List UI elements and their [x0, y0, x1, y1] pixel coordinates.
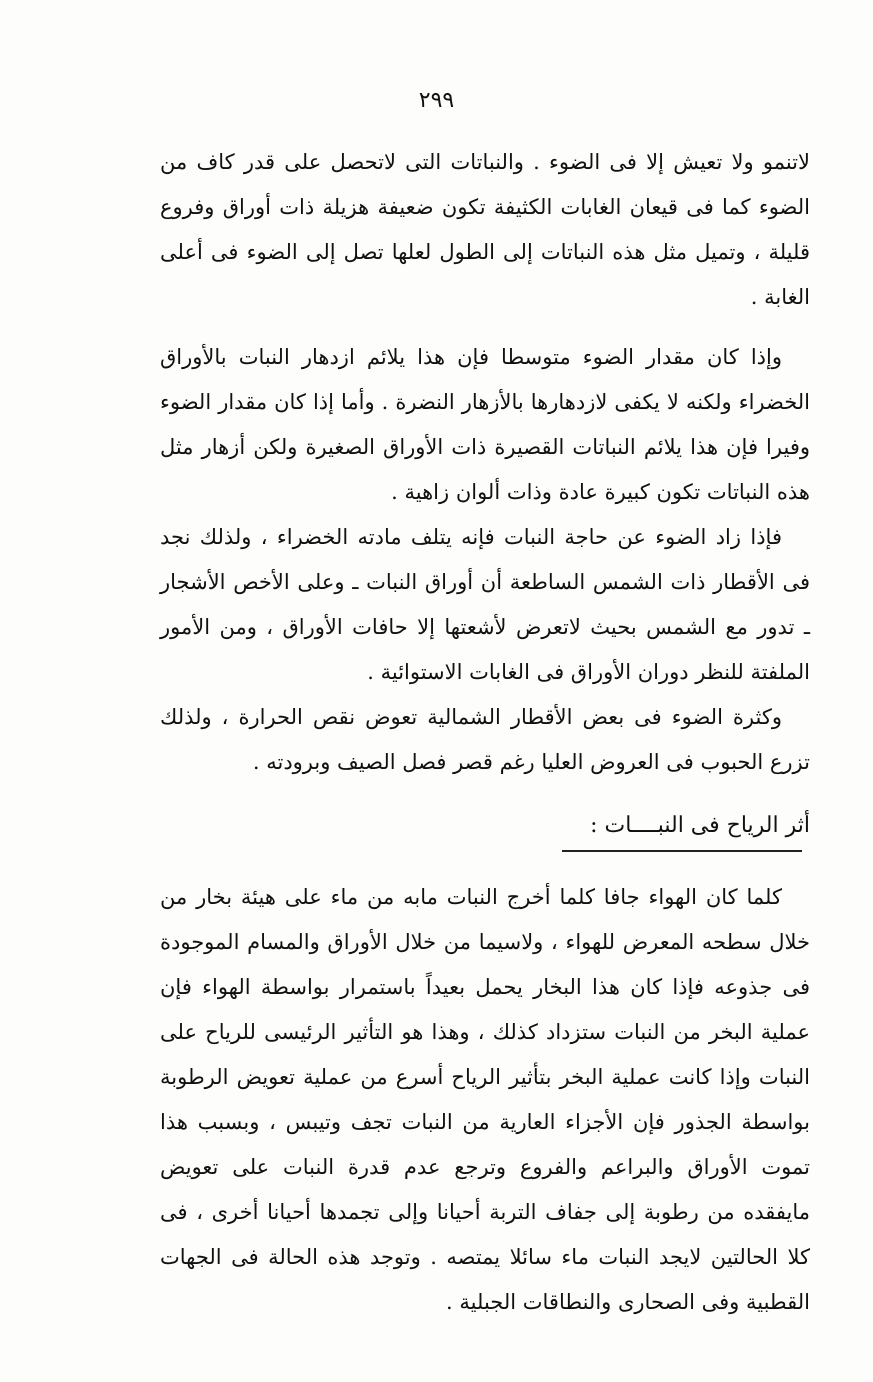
- paragraph-light-amount: [160, 335, 810, 515]
- page-number: ٢٩٩: [418, 88, 455, 113]
- paragraph-text: وإذا كان مقدار الضوء متوسطا فإن هذا يلائم ازدهار النبات بالأوراق الخضراء ولكنه لا يكفى لازدهارها بالأزهار النضرة . وأما إذا كان مقدار الضوء وفيرا فإن هذا يلائم النباتات القصيرة ذات الأوراق الصغيرة ولكن أزهار مثل هذه النباتات تكون كبيرة عادة وذات ألوان زاهية .: [160, 345, 810, 504]
- paragraph-northern-light: [160, 695, 810, 785]
- heading-underline: [562, 850, 802, 852]
- paragraph-wind-effect: [160, 875, 810, 1325]
- section-heading: أثر الرياح فى النبــــات :: [590, 813, 810, 838]
- paragraph-excess-light: [160, 515, 810, 695]
- paragraph-light-shade: [160, 140, 810, 320]
- paragraph-text: فإذا زاد الضوء عن حاجة النبات فإنه يتلف مادته الخضراء ، ولذلك نجد فى الأقطار ذات الشمس الساطعة أن أوراق النبات ـ وعلى الأخص الأشجار ـ تدور مع الشمس بحيث لاتعرض لأشعتها إلا حافات الأوراق ، ومن الأمور الملفتة للنظر دوران الأوراق فى الغابات الاستوائية .: [160, 525, 810, 684]
- paragraph-text: لاتنمو ولا تعيش إلا فى الضوء . والنباتات التى لاتحصل على قدر كاف من الضوء كما فى قيعان الغابات الكثيفة تكون ضعيفة هزيلة ذات أوراق وفروع قليلة ، وتميل مثل هذه النباتات إلى الطول لعلها تصل إلى الضوء فى أعلى الغابة .: [160, 150, 810, 309]
- paragraph-text: وكثرة الضوء فى بعض الأقطار الشمالية تعوض نقص الحرارة ، ولذلك تزرع الحبوب فى العروض العليا رغم قصر فصل الصيف وبرودته .: [160, 705, 810, 774]
- paragraph-text: كلما كان الهواء جافا كلما أخرج النبات مابه من ماء على هيئة بخار من خلال سطحه المعرض للهواء ، ولاسيما من خلال الأوراق والمسام الموجودة فى جذوعه فإذا كان هذا البخار يحمل بعيداً باستمرار بواسطة الهواء فإن عملية البخر من النبات ستزداد كذلك ، وهذا هو التأثير الرئيسى للرياح على النبات وإذا كانت عملية البخر بتأثير الرياح أسرع من عملية تعويض الرطوبة بواسطة الجذور فإن الأجزاء العارية من النبات تجف وتيبس ، وبسبب هذا تموت الأوراق والبراعم والفروع وترجع عدم قدرة النبات على تعويض مايفقده من رطوبة إلى جفاف التربة أحيانا وإلى تجمدها أحيانا أخرى ، فى كلا الحالتين لايجد النبات ماء سائلا يمتصه . وتوجد هذه الحالة فى الجهات القطبية وفى الصحارى والنطاقات الجبلية .: [160, 885, 810, 1314]
